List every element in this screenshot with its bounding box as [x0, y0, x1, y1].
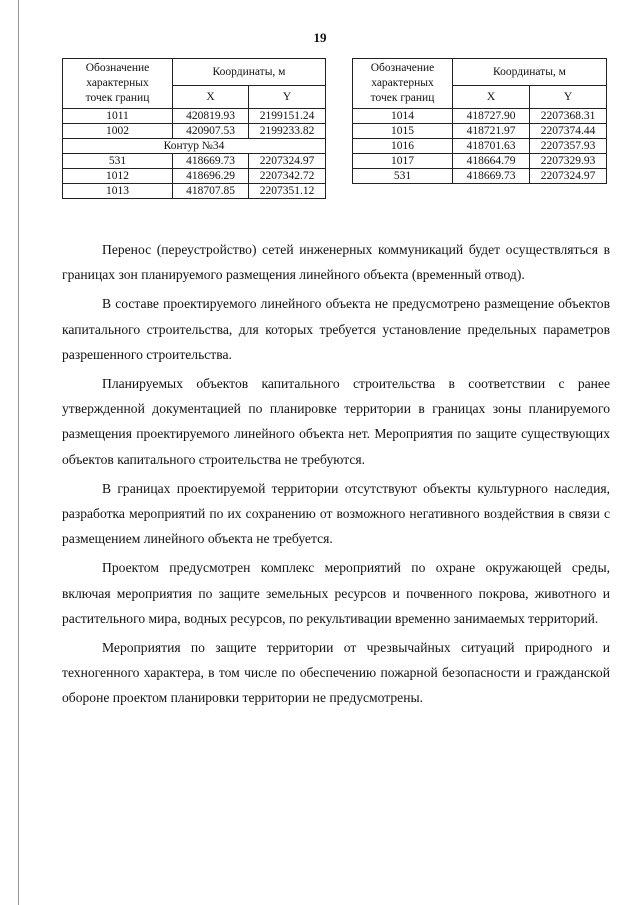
- paragraph: Перенос (переустройство) сетей инженерных коммуникаций будет осуществляться в границах зон планируемого размещения линейного объекта (временный отвод).: [62, 242, 610, 283]
- table-row: [353, 109, 607, 124]
- cell-x: 418696.29: [173, 169, 249, 184]
- cell-y: 2207368.31: [530, 109, 607, 124]
- table-row: [353, 139, 607, 154]
- page-number: 19: [313, 30, 327, 45]
- cell-y: 2207342.72: [249, 169, 326, 184]
- cell-x: 420819.93: [173, 109, 249, 124]
- paragraph: В составе проектируемого линейного объекта не предусмотрено размещение объектов капитального строительства, для которых требуется установление предельных параметров разрешенного строительства.: [62, 296, 610, 362]
- cell-x: 418727.90: [453, 109, 530, 124]
- table-row: [353, 154, 607, 169]
- cell-y: 2207374.44: [530, 124, 607, 139]
- cell-point: 1013: [63, 184, 173, 199]
- cell-x: 418669.73: [453, 169, 530, 184]
- table-row: [353, 169, 607, 184]
- cell-point: 1017: [353, 154, 453, 169]
- header-y: Y: [249, 86, 326, 109]
- cell-x: 418721.97: [453, 124, 530, 139]
- cell-y: 2207357.93: [530, 139, 607, 154]
- cell-y: 2207351.12: [249, 184, 326, 199]
- table-section-row: [63, 139, 326, 154]
- table-row: [63, 154, 326, 169]
- cell-point: 1014: [353, 109, 453, 124]
- header-coordinates: Координаты, м: [453, 59, 607, 86]
- table-row: [63, 169, 326, 184]
- cell-x: 418707.85: [173, 184, 249, 199]
- table-row: [353, 124, 607, 139]
- coordinates-table-left: [62, 58, 326, 199]
- paragraph: Мероприятия по защите территории от чрезвычайных ситуаций природного и техногенного характера, в том числе по обеспечению пожарной безопасности и гражданской обороне проектом планировки территории не предусмотрены.: [62, 640, 610, 706]
- header-coordinates: Координаты, м: [173, 59, 326, 86]
- table-row: [63, 124, 326, 139]
- cell-y: 2207324.97: [530, 169, 607, 184]
- cell-point: 531: [63, 154, 173, 169]
- paragraph: В границах проектируемой территории отсутствуют объекты культурного наследия, разработка мероприятий по их сохранению от возможного негативного воздействия в связи с размещением линейного объекта не требуется.: [62, 480, 610, 547]
- cell-x: 418669.73: [173, 154, 249, 169]
- cell-x: 418664.79: [453, 154, 530, 169]
- header-x: X: [173, 86, 249, 109]
- table-row: [63, 109, 326, 124]
- header-point-designation: Обозначение характерных точек границ: [63, 59, 173, 109]
- cell-point: 1016: [353, 139, 453, 154]
- cell-point: 1012: [63, 169, 173, 184]
- cell-x: 418701.63: [453, 139, 530, 154]
- header-x: X: [453, 86, 530, 109]
- cell-y: 2199151.24: [249, 109, 326, 124]
- header-y: Y: [530, 86, 607, 109]
- section-label: Контур №34: [63, 139, 326, 154]
- page-left-border: [18, 0, 19, 905]
- cell-point: 531: [353, 169, 453, 184]
- cell-y: 2207329.93: [530, 154, 607, 169]
- cell-y: 2199233.82: [249, 124, 326, 139]
- header-point-designation: Обозначение характерных точек границ: [353, 59, 453, 109]
- paragraph: Планируемых объектов капитального строительства в соответствии с ранее утвержденной документацией по планировке территории в границах зоны планируемого размещения проектируемого линейного объекта нет. Мероприятия по защите существующих объектов капитального строительства не требуются.: [62, 376, 610, 467]
- paragraph: Проектом предусмотрен комплекс мероприятий по охране окружающей среды, включая мероприятия по защите земельных ресурсов и почвенного покрова, животного и растительного мира, водных ресурсов, по рекультивации временно занимаемых территорий.: [62, 560, 610, 626]
- cell-point: 1011: [63, 109, 173, 124]
- cell-y: 2207324.97: [249, 154, 326, 169]
- table-row: [63, 184, 326, 199]
- coordinates-table-right: [352, 58, 607, 184]
- cell-point: 1002: [63, 124, 173, 139]
- cell-x: 420907.53: [173, 124, 249, 139]
- cell-point: 1015: [353, 124, 453, 139]
- body-text: [62, 237, 610, 715]
